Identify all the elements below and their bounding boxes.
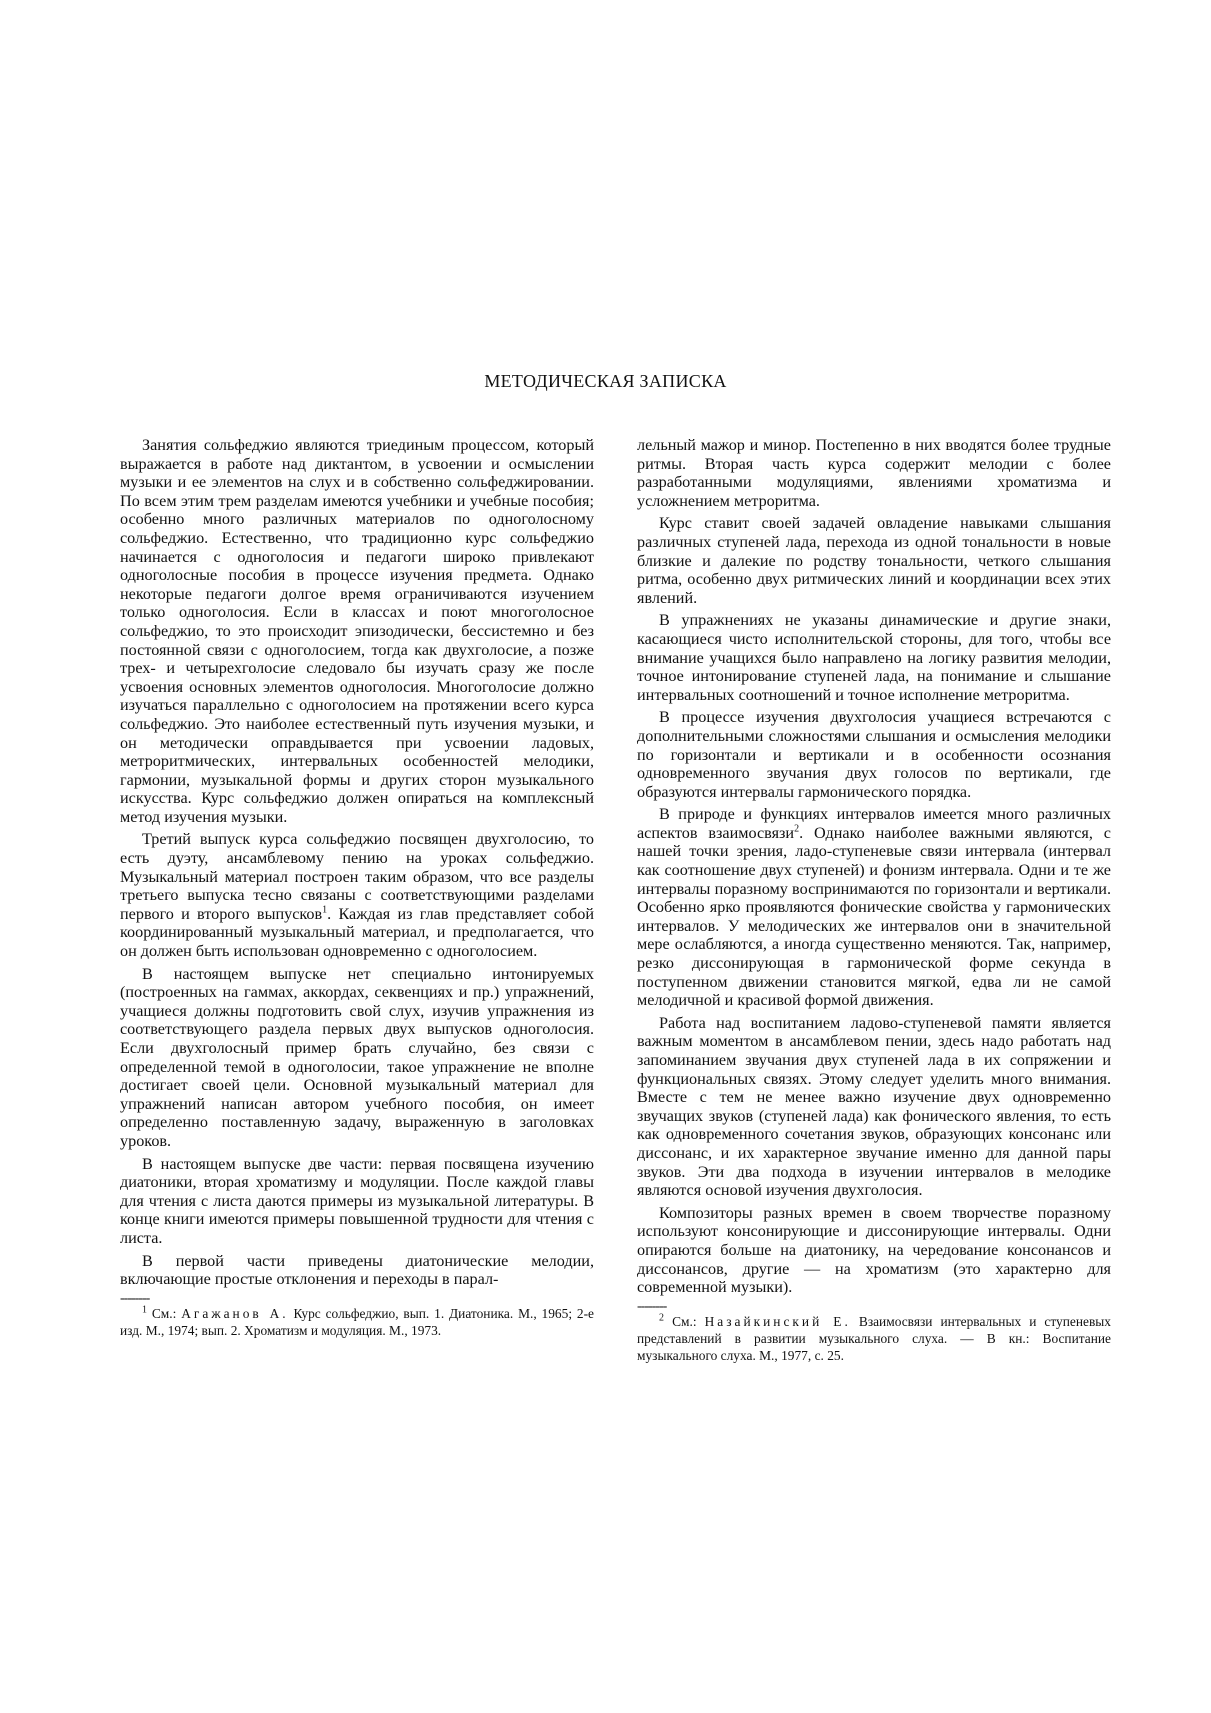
left-column [120,436,594,1343]
page-title: МЕТОДИЧЕСКАЯ ЗАПИСКА [484,371,727,391]
paragraph-text: . Однако наиболее важными являются, с нашей точки зрения, ладо-ступеневые связи интервала (интервал как соотношение двух ступеней) и фонизм интервала. Одни и те же интервалы поразному воспринимаются по горизонтали и вертикали. Особенно ярко проявляются фонические свойства у гармонических интервалов. У мелодических же интервалов они в значительной мере ослабляются, а иногда существенно меняются. Так, например, резко диссонирующая в гармонической форме секунда в поступенном движении становится мягкой, едва ли не самой мелодичной и красивой формой движения. [637,823,1111,1010]
footnote [637,1313,1111,1364]
paragraph [637,805,1111,1010]
footnote-separator: -------- [637,1300,667,1313]
paragraph: В первой части приведены диатонические мелодии, включающие простые отклонения и переходы в парал- [120,1251,594,1289]
footnote-number: 2 [659,1312,664,1324]
footnote-prefix: См.: [151,1305,177,1321]
paragraph: В упражнениях не указаны динамические и другие знаки, касающиеся чисто исполнительской стороны, для того, чтобы все внимание учащихся было направлено на логику развития мелодии, точное интонирование ступеней лада, на понимание и слышание интервальных соотношений и точное исполнение метроритма. [637,611,1111,704]
footnote-ref[interactable]: 2 [794,823,800,835]
footnote [120,1305,594,1339]
paragraph: В настоящем выпуске две части: первая посвящена изучению диатоники, вторая хроматизму и модуляции. После каждой главы для чтения с листа даются примеры из музыкальной литературы. В конце книги имеются примеры повышенной трудности для чтения с листа. [120,1154,594,1247]
paragraph: Курс ставит своей задачей овладение навыками слышания различных ступеней лада, перехода из одной тональности в новые близкие и далекие по родству тональности, четкого слышания ритма, особенно двух ритмических линий и координации всех этих явлений. [637,514,1111,607]
right-column [637,436,1111,1368]
footnote-number: 1 [142,1304,147,1316]
paragraph-text: . Каждая из глав представляет собой координированный музыкальный материал, и предполагается, что он должен быть использован одновременно с одноголосием. [120,904,594,961]
paragraph-text: В природе и функциях интервалов имеется много различных аспектов взаимосвязи [637,805,1111,842]
paragraph: В настоящем выпуске нет специально интонируемых (построенных на гаммах, аккордах, секвенциях и пр.) упражнений, учащиеся должны подготовить свой слух, изучив упражнения из соответствующего раздела первых двух выпусков одноголосия. Если двухголосный пример брать случайно, без связи с определенной темой в одноголосии, такое упражнение не вполне достигает своей цели. Основной музыкальный материал для упражнений написан автором учебного пособия, он имеет определенно поставленную задачу, выраженную в заголовках уроков. [120,964,594,1150]
paragraph: Работа над воспитанием ладово-ступеневой памяти является важным моментом в ансамблевом пении, здесь надо работать над запоминанием звучания двух ступеней лада в их сопряжении и функциональных связях. Этому следует уделить много внимания. Вместе с тем не менее важно изучение двух одновременно звучащих звуков (ступеней лада) как фонического явления, то есть как одновременного сочетания звуков, образующих консонанс или диссонанс, и их характерное звучание именно для данной пары звуков. Эти два подхода в изучении интервалов в мелодике являются основой изучения двухголосия. [637,1013,1111,1200]
footnote-separator: -------- [120,1292,150,1305]
footnote-ref[interactable]: 1 [322,904,328,916]
paragraph [120,830,594,960]
paragraph-text: Третий выпуск курса сольфеджио посвящен двухголосию, то есть дуэту, ансамблевому пению на уроках сольфеджио. Музыкальный материал построен таким образом, что все разделы третьего выпуска тесно связаны с соответствующими разделами первого и второго выпусков [120,830,594,923]
paragraph: В процессе изучения двухголосия учащиеся встречаются с дополнительными сложностями слышания и осмысления мелодики по горизонтали и вертикали и в особенности осознания одновременного звучания двух голосов по вертикали, где образуются интервалы гармонического порядка. [637,708,1111,801]
paragraph: лельный мажор и минор. Постепенно в них вводятся более трудные ритмы. Вторая часть курса содержит мелодии с более разработанными модуляциями, явлениями хроматизма и усложнением метроритма. [637,436,1111,510]
footnote-prefix: См.: [672,1313,697,1329]
footnote-text: Курс сольфеджио, вып. 1. Диатоника. М., 1965; 2-е изд. М., 1974; вып. 2. Хроматизм и модуляция. М., 1973. [120,1305,595,1338]
footnote-author: Агажанов А. [181,1305,289,1321]
footnote-author: Назайкинский Е. [704,1313,851,1329]
footnote-text: Взаимосвязи интервальных и ступеневых представлений в развитии музыкального слуха. — В кн.: Воспитание музыкального слуха. М., 1977, с. 25. [637,1313,1111,1363]
paragraph: Занятия сольфеджио являются триединым процессом, который выражается в работе над диктантом, в усвоении и осмыслении музыки и ее элементов на слух и в собственно сольфеджировании. По всем этим трем разделам имеются учебники и учебные пособия; особенно много различных материалов по одноголосному сольфеджио. Естественно, что традиционно курс сольфеджио начинается с одноголосия и педагоги широко привлекают одноголосные пособия в процессе изучения предмета. Однако некоторые педагоги долгое время ограничиваются изучением только одноголосия. Если в классах и поют многоголосное сольфеджио, то это происходит эпизодически, бессистемно и без постоянной связи с одноголосием, тогда как двухголосие, а позже трех- и четырехголосие следовало бы изучать сразу же после усвоения основных элементов одноголосия. Многоголосие должно изучаться параллельно с одноголосием на протяжении всего курса сольфеджио. Это наиболее естественный путь изучения музыки, и он методически оправдывается при усвоении ладовых, метроритмических, интервальных особенностей мелодики, гармонии, музыкальной формы и других сторон музыкального искусства. Курс сольфеджио должен опираться на комплексный метод изучения музыки. [120,436,594,826]
paragraph: Композиторы разных времен в своем творчестве поразному используют консонирующие и диссонирующие интервалы. Одни опираются больше на диатонику, на чередование консонансов и диссонансов, другие — на хроматизм (это характерно для современной музыки). [637,1203,1111,1297]
